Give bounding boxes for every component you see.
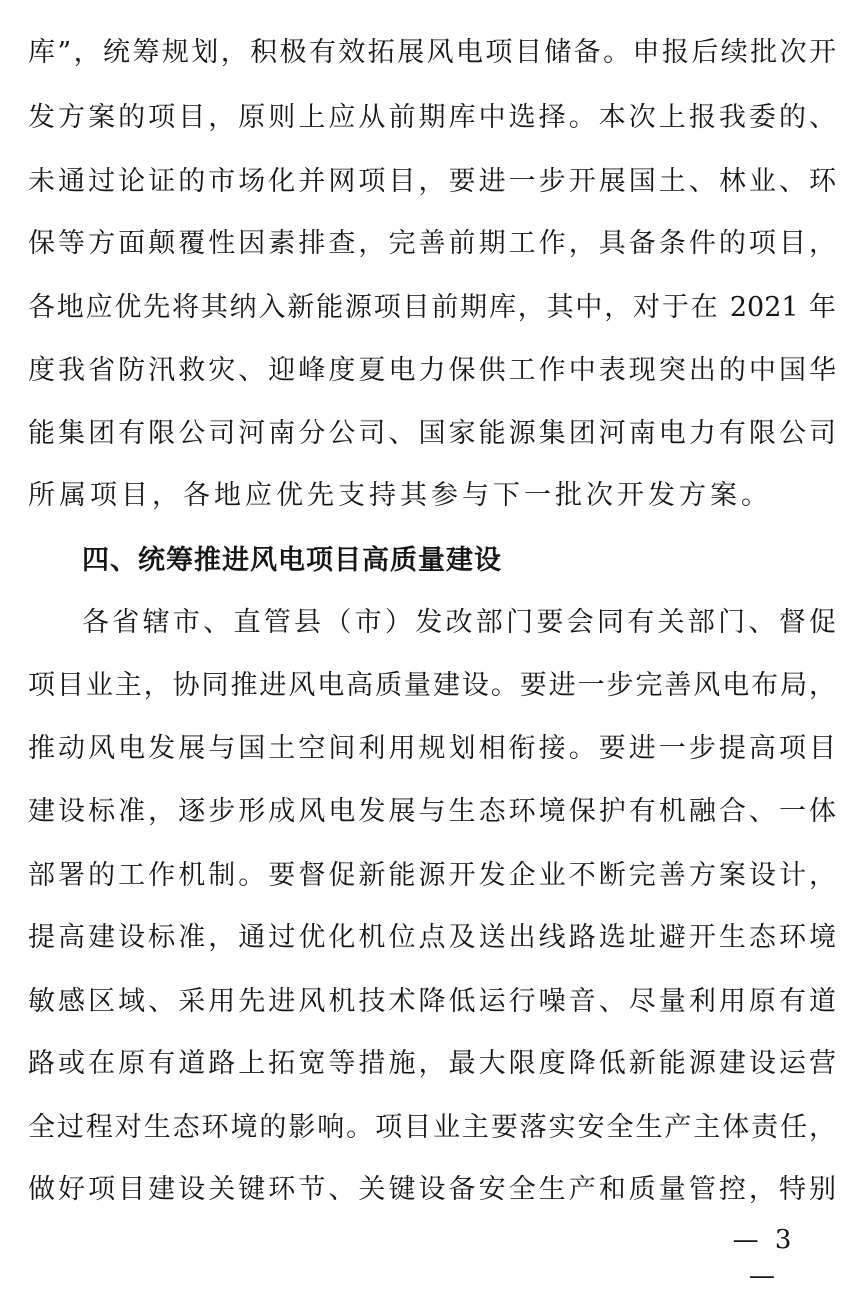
paragraph-2-line-6: 提高建设标准，通过优化机位点及送出线路选址避开生态环境 <box>28 922 836 953</box>
paragraph-1-line-7: 能集团有限公司河南分公司、国家能源集团河南电力有限公司 <box>28 418 836 449</box>
paragraph-1-line-8: 所属项目，各地应优先支持其参与下一批次开发方案。 <box>28 480 772 511</box>
paragraph-2-line-8: 路或在原有道路上拓宽等措施，最大限度降低新能源建设运营 <box>28 1048 836 1079</box>
section-heading: 四、统筹推进风电项目高质量建设 <box>82 545 502 576</box>
page-number: — 3 — <box>732 1225 796 1291</box>
paragraph-2-line-2: 项目业主，协同推进风电高质量建设。要进一步完善风电布局， <box>28 670 836 701</box>
paragraph-2-line-1: 各省辖市、直管县（市）发改部门要会同有关部门、督促 <box>82 607 836 638</box>
paragraph-1-line-4: 保等方面颠覆性因素排查，完善前期工作，具备条件的项目， <box>28 228 836 259</box>
paragraph-2-line-4: 建设标准，逐步形成风电发展与生态环境保护有机融合、一体 <box>28 796 836 827</box>
paragraph-2-line-10: 做好项目建设关键环节、关键设备安全生产和质量管控，特别 <box>28 1174 836 1205</box>
paragraph-1-line-3: 未通过论证的市场化并网项目，要进一步开展国土、林业、环 <box>28 166 836 197</box>
paragraph-2-line-7: 敏感区域、采用先进风机技术降低运行噪音、尽量利用原有道 <box>28 986 836 1017</box>
paragraph-2-line-3: 推动风电发展与国土空间利用规划相衔接。要进一步提高项目 <box>28 733 836 764</box>
paragraph-1-line-5: 各地应优先将其纳入新能源项目前期库，其中，对于在 2021 年 <box>28 292 836 323</box>
paragraph-1-line-6: 度我省防汛救灾、迎峰度夏电力保供工作中表现突出的中国华 <box>28 355 836 386</box>
paragraph-1-line-1: 库”，统筹规划，积极有效拓展风电项目储备。申报后续批次开 <box>28 37 836 68</box>
paragraph-2-line-5: 部署的工作机制。要督促新能源开发企业不断完善方案设计， <box>28 860 836 891</box>
paragraph-2-line-9: 全过程对生态环境的影响。项目业主要落实安全生产主体责任， <box>28 1112 836 1143</box>
paragraph-1-line-2: 发方案的项目，原则上应从前期库中选择。本次上报我委的、 <box>28 102 836 133</box>
